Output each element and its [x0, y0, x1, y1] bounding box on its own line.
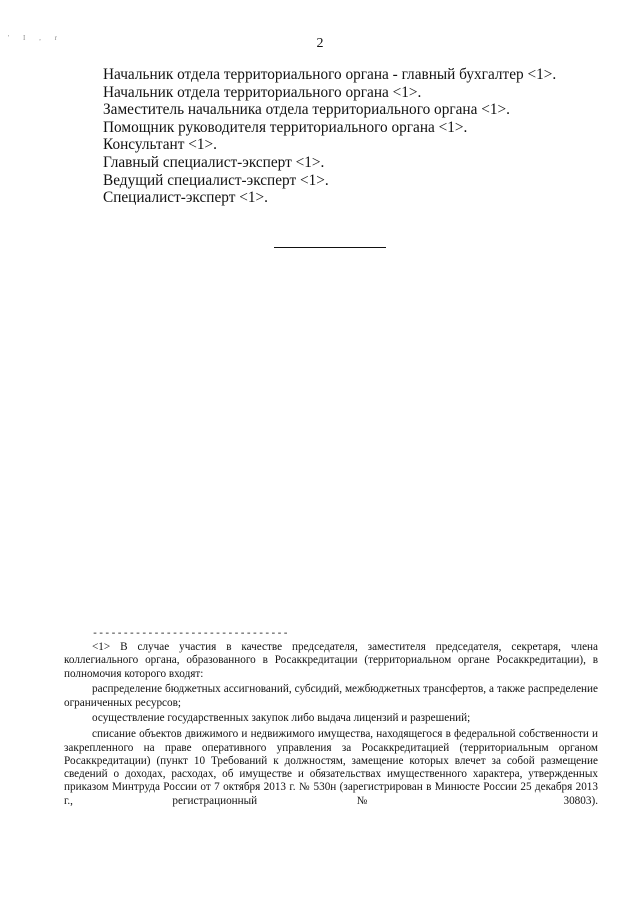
section-divider [274, 247, 386, 248]
page-number: 2 [316, 36, 324, 51]
footnote-separator: -------------------------------- [92, 629, 289, 640]
position-item: Специалист-эксперт <1>. [103, 189, 268, 207]
footnote-paragraph: <1> В случае участия в качестве председателя, заместителя председателя, секретаря, члена коллегиального органа, образованного в Росаккредитации (территориальном органе Росаккредитации), в полномочия которого входят: [64, 641, 598, 680]
position-item: Консультант <1>. [103, 136, 217, 154]
footnote [64, 641, 598, 811]
scan-artifact: ' I , r [8, 34, 63, 42]
positions-list [103, 66, 556, 207]
footnote-paragraph: распределение бюджетных ассигнований, субсидий, межбюджетных трансфертов, а также распределение ограниченных ресурсов; [64, 683, 598, 709]
footnote-paragraph: осуществление государственных закупок либо выдача лицензий и разрешений; [92, 712, 471, 725]
position-item: Помощник руководителя территориального органа <1>. [103, 118, 468, 136]
position-item: Ведущий специалист-эксперт <1>. [103, 171, 329, 189]
position-item: Заместитель начальника отдела территориального органа <1>. [103, 101, 510, 119]
position-item: Главный специалист-эксперт <1>. [103, 153, 325, 171]
position-item: Начальник отдела территориального органа - главный бухгалтер <1>. [103, 66, 557, 83]
position-item: Начальник отдела территориального органа <1>. [103, 83, 422, 101]
footnote-paragraph: списание объектов движимого и недвижимого имущества, находящегося в федеральной собственности и закрепленного на праве оперативного управления за Росаккредитацией (территориальным органом Росаккредитации) (пункт 10 Требований к должностям, замещение которых влечет за собой размещение сведений о доходах, расходах, об имуществе и обязательствах имущественного характера, утвержденных приказом Минтруда России от 7 октября 2013 г. № 530н (зарегистрирован в Минюсте России 25 декабря 2013 г., регистрационный № 30803). [64, 728, 598, 807]
